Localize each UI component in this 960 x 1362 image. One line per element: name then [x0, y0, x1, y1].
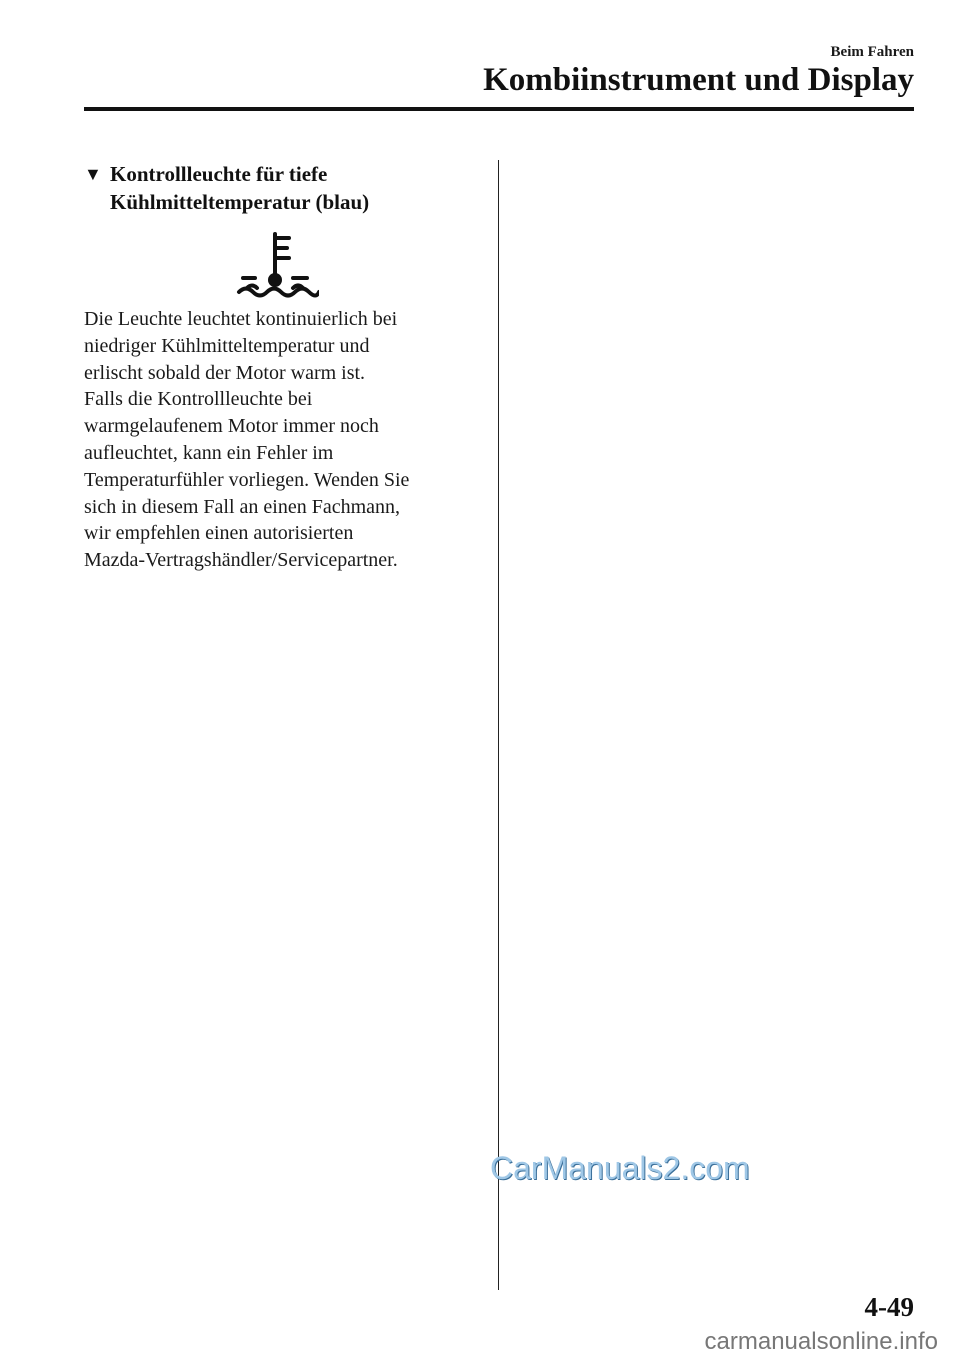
section-heading-line: Kontrollleuchte für tiefe: [110, 162, 328, 186]
watermark-carmanualsonline: carmanualsonline.info: [704, 1328, 938, 1355]
body-line: sich in diesem Fall an einen Fachmann,: [84, 495, 401, 518]
column-divider: [498, 160, 499, 1290]
header-divider: [84, 107, 914, 111]
section-heading-line: Kühlmitteltemperatur (blau): [110, 190, 370, 214]
coolant-temperature-icon: [235, 230, 319, 304]
body-line: aufleuchtet, kann ein Fehler im: [84, 441, 334, 464]
section-heading: [84, 160, 484, 216]
body-line: Temperaturfühler vorliegen. Wenden Sie: [84, 468, 410, 491]
body-line: Die Leuchte leuchtet kontinuierlich bei: [84, 308, 398, 330]
body-line: niedriger Kühlmitteltemperatur und: [84, 334, 370, 357]
body-line: wir empfehlen einen autorisierten: [84, 522, 354, 545]
triangle-marker-icon: ▼: [84, 164, 102, 184]
body-line: warmgelaufenem Motor immer noch: [84, 415, 379, 438]
body-line: erlischt sobald der Motor warm ist.: [84, 361, 366, 384]
page-number: 4-49: [864, 1292, 914, 1322]
page-title: Kombiinstrument und Display: [483, 62, 914, 98]
watermark-carmanuals2: CarManuals2.com: [490, 1150, 750, 1186]
section-body: [84, 306, 484, 574]
body-line: Falls die Kontrollleuchte bei: [84, 388, 313, 411]
body-line: Mazda-Vertragshändler/Servicepartner.: [84, 549, 398, 572]
header-section-label: Beim Fahren: [830, 44, 914, 60]
